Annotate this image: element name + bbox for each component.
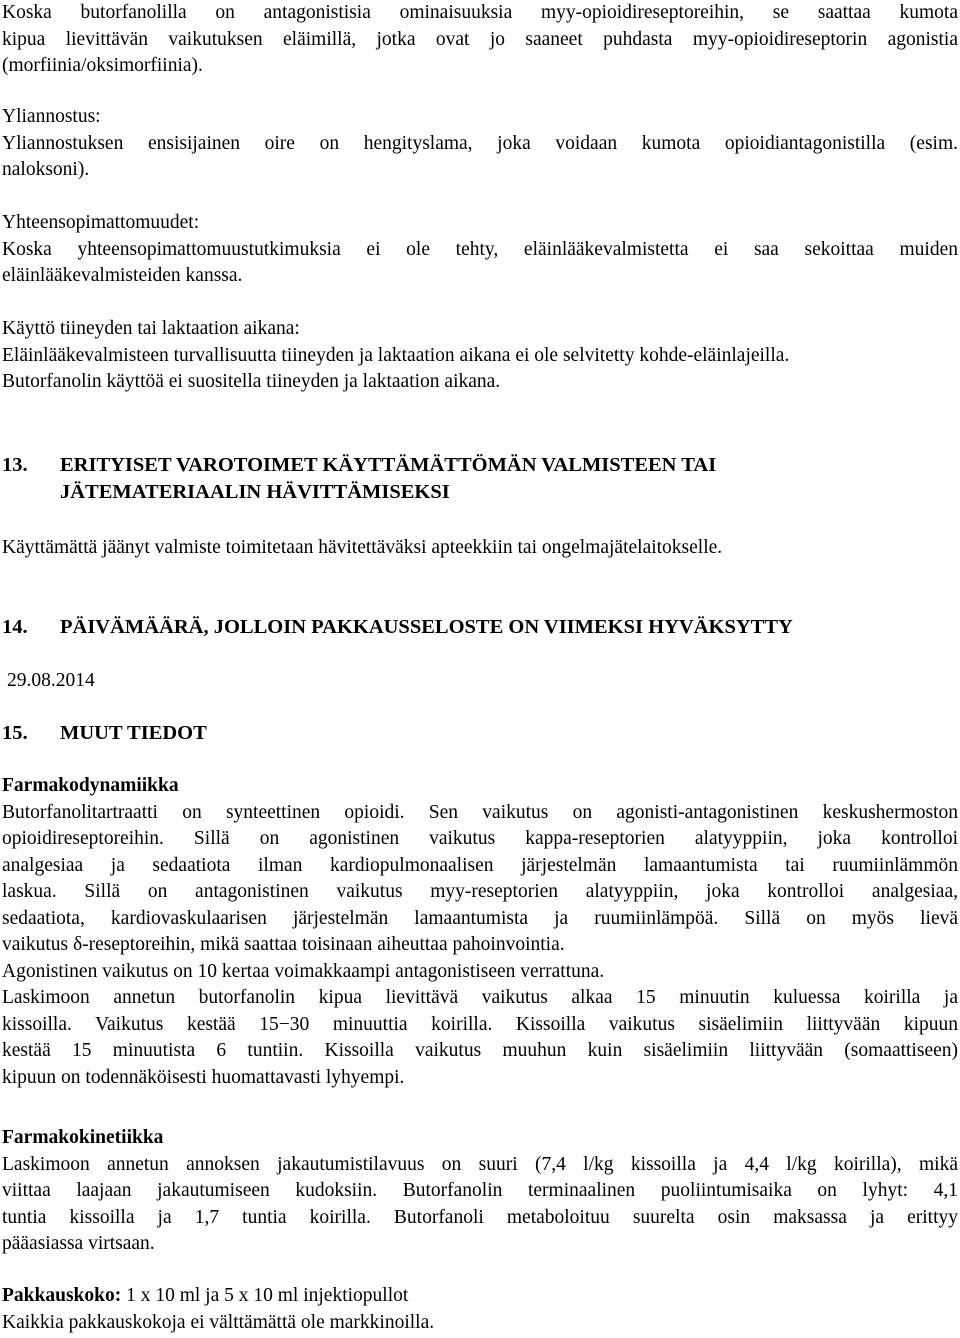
section-13-heading	[2, 452, 958, 506]
pregnancy-line-2: Butorfanolin käyttöä ei suositella tiineyden ja laktaation aikana.	[2, 371, 501, 392]
pharmacodynamics-heading: Farmakodynamiikka	[2, 775, 179, 796]
section-13-text: Käyttämättä jäänyt valmiste toimitetaan hävitettäväksi apteekkiin tai ongelmajätelaitokselle.	[2, 537, 723, 558]
section-14-body	[2, 668, 958, 695]
section-14-number: 14.	[2, 616, 28, 638]
pk-line-4: pääasiassa virtsaan.	[2, 1233, 155, 1254]
pd-line-3: analgesiaa ja sedaatiota ilman kardiopulmonaalisen järjestelmän lamaantumista tai ruumiinlämmön	[2, 854, 958, 876]
pregnancy-heading: Käyttö tiineyden tai laktaation aikana:	[2, 318, 300, 339]
section-14-title: PÄIVÄMÄÄRÄ, JOLLOIN PAKKAUSSELOSTE ON VIIMEKSI HYVÄKSYTTY	[60, 616, 793, 638]
incompatibilities-line-2: eläinlääkevalmisteiden kanssa.	[2, 265, 243, 286]
pd-onset-line-4: kipuun on todennäköisesti huomattavasti lyhyempi.	[2, 1066, 405, 1088]
pk-line-3: tuntia kissoilla ja 1,7 tuntia koirilla. Butorfanoli metaboloituu suurelta osin maksassa ja erittyy	[2, 1206, 958, 1228]
overdose-line-1: Yliannostuksen ensisijainen oire on hengityslama, joka voidaan kumota opioidiantagonistilla (esim.	[2, 132, 958, 154]
section-13-title-line-2: JÄTEMATERIAALIN HÄVITTÄMISEKSI	[60, 481, 450, 503]
incompatibilities-heading-line	[2, 210, 958, 237]
pharmacokinetics-heading: Farmakokinetiikka	[2, 1127, 164, 1148]
intro-line-1: Koska butorfanolilla on antagonistisia ominaisuuksia myy-opioidireseptoreihin, se saattaa kumota	[2, 2, 958, 23]
section-15-heading	[2, 720, 958, 747]
incompatibilities-section	[2, 210, 958, 290]
intro-line-3: (morfiinia/oksimorfiinia).	[2, 55, 203, 76]
pd-line-1: Butorfanolitartraatti on synteettinen opioidi. Sen vaikutus on agonisti-antagonistinen keskushermoston	[2, 801, 958, 823]
intro-paragraph	[2, 0, 958, 80]
section-15	[2, 720, 958, 747]
pregnancy-line-1: Eläinlääkevalmisteen turvallisuutta tiineyden ja laktaation aikana ei ole selvitetty kohde-eläinlajeilla.	[2, 344, 790, 366]
overdose-section	[2, 104, 958, 184]
incompatibilities-line-1: Koska yhteensopimattomuustutkimuksia ei ole tehty, eläinlääkevalmistetta ei saa sekoittaa muiden	[2, 238, 958, 260]
section-13-title-line-1: ERITYISET VAROTOIMET KÄYTTÄMÄTTÖMÄN VALMISTEEN TAI	[60, 454, 717, 476]
section-14	[2, 614, 958, 641]
pd-onset-line-1: Laskimoon annetun butorfanolin kipua lievittävä vaikutus alkaa 15 minuutin kuluessa koirilla ja	[2, 987, 958, 1008]
package-size-label: Pakkauskoko:	[2, 1285, 122, 1306]
pharmacodynamics-section	[2, 773, 958, 1091]
intro-line-2: kipua lievittävän vaikutuksen eläimillä, jotka ovat jo saaneet puhdasta myy-opioidireseptorin agonistia	[2, 28, 958, 50]
section-15-number: 15.	[2, 722, 28, 744]
pd-line-4: laskua. Sillä on antagonistinen vaikutus myy-reseptorien alatyyppiin, joka kontrolloi analgesiaa,	[2, 881, 958, 902]
incompatibilities-heading: Yhteensopimattomuudet	[2, 212, 194, 233]
overdose-line-2: naloksoni).	[2, 159, 90, 180]
pd-line-2: opioidireseptoreihin. Sillä on agonistinen vaikutus kappa-reseptorien alatyyppiin, joka kontrolloi	[2, 828, 958, 849]
pregnancy-section	[2, 316, 958, 396]
package-size-value: 1 x 10 ml ja 5 x 10 ml injektiopullot	[121, 1285, 409, 1306]
section-13-number: 13.	[2, 454, 28, 476]
package-section	[2, 1283, 958, 1336]
section-13	[2, 452, 958, 506]
pd-line-5: sedaatiota, kardiovaskulaarisen järjestelmän lamaantumista ja ruumiinlämpöä. Sillä on myös lievä	[2, 907, 958, 929]
package-size-line	[2, 1283, 958, 1310]
section-13-body	[2, 535, 958, 562]
approval-date: 29.08.2014	[7, 670, 95, 691]
pd-onset-line-2: kissoilla. Vaikutus kestää 15−30 minuuttia koirilla. Kissoilla vaikutus sisäelimiin liittyvään kipuun	[2, 1013, 958, 1035]
overdose-heading: Yliannostus:	[2, 106, 101, 127]
section-13-title	[60, 452, 958, 506]
pd-line-6: vaikutus δ-reseptoreihin, mikä saattaa toisinaan aiheuttaa pahoinvointia.	[2, 934, 565, 955]
package-note: Kaikkia pakkauskokoja ei välttämättä ole markkinoilla.	[2, 1311, 435, 1333]
pharmacokinetics-section	[2, 1125, 958, 1258]
section-14-heading	[2, 614, 958, 641]
pd-onset-line-3: kestää 15 minuutista 6 tuntiin. Kissoilla vaikutus muuhun kuin sisäelimiin liittyvään (somaattiseen)	[2, 1040, 958, 1061]
section-15-title: MUUT TIEDOT	[60, 722, 207, 744]
pk-line-1: Laskimoon annetun annoksen jakautumistilavuus on suuri (7,4 l/kg kissoilla ja 4,4 l/kg koirilla), mikä	[2, 1153, 958, 1175]
pd-potency: Agonistinen vaikutus on 10 kertaa voimakkaampi antagonistiseen verrattuna.	[2, 960, 605, 982]
pk-line-2: viittaa laajaan jakautumiseen kudoksiin. Butorfanolin terminaalinen puoliintumisaika on lyhyt: 4,1	[2, 1180, 958, 1201]
incompatibilities-colon: :	[193, 212, 200, 233]
